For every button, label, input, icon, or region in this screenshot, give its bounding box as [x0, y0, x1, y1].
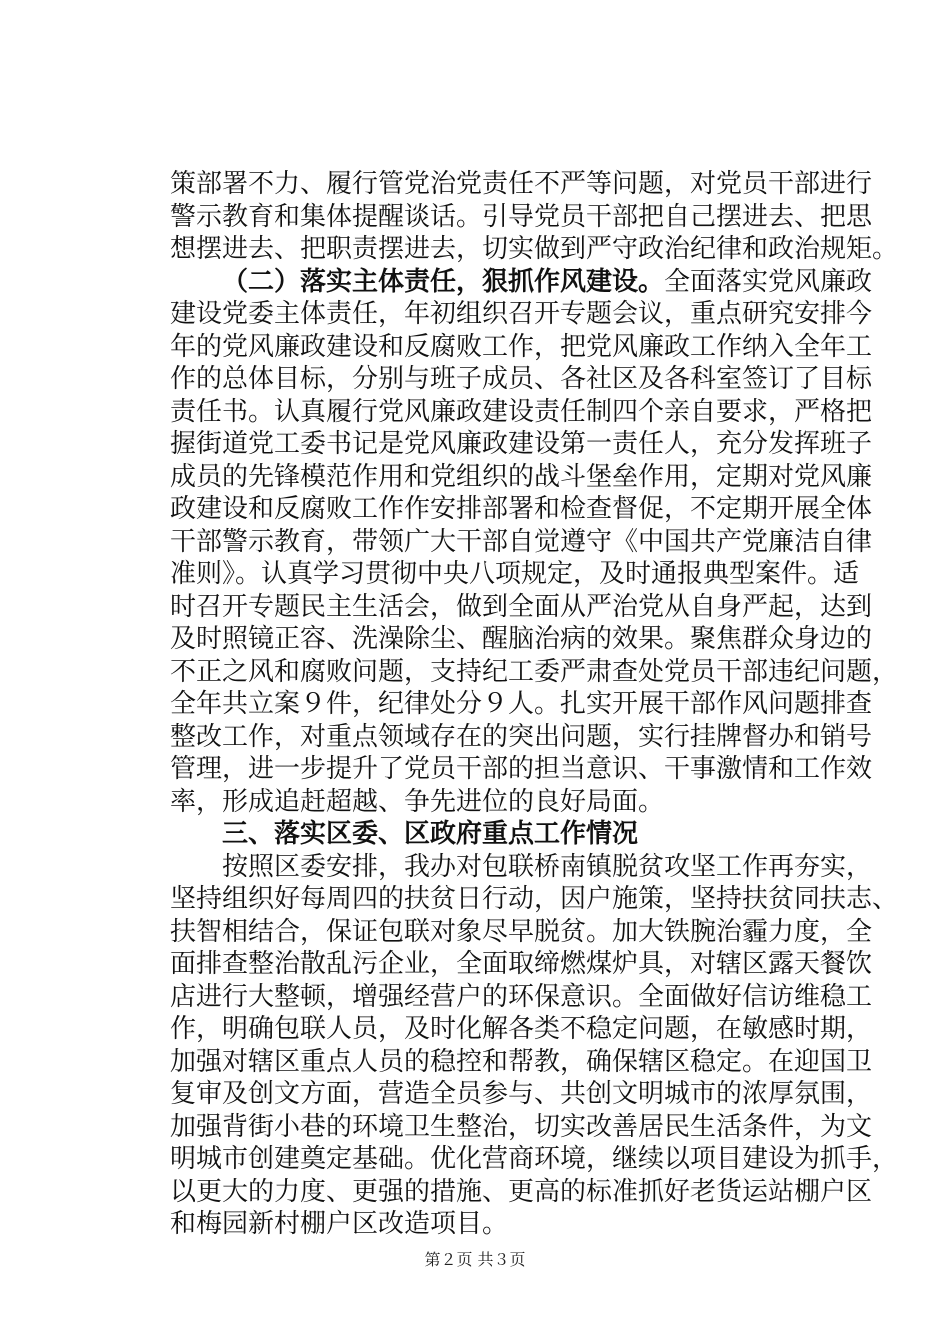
text-line: 警示教育和集体提醒谈话。引导党员干部把自己摆进去、把思: [170, 201, 873, 232]
body-text: [170, 168, 899, 1241]
text-line: 明城市创建奠定基础。优化营商环境，继续以项目建设为抓手，: [170, 1144, 899, 1174]
text-line: 及时照镜正容、洗澡除尘、醒脑治病的效果。聚焦群众身边的: [170, 624, 873, 654]
text-line: 率，形成追赶超越、争先进位的良好局面。: [170, 786, 665, 817]
text-line: 坚持组织好每周四的扶贫日行动，因户施策，坚持扶贫同扶志、: [170, 884, 899, 914]
text-line: 以更大的力度、更强的措施、更高的标准抓好老货运站棚户区: [170, 1176, 873, 1207]
text-line: 责任书。认真履行党风廉政建设责任制四个亲自要求，严格把: [170, 396, 873, 427]
text-line: 扶智相结合，保证包联对象尽早脱贫。加大铁腕治霾力度，全: [170, 916, 873, 947]
text-line: 想摆进去、把职责摆进去，切实做到严守政治纪律和政治规矩。: [170, 234, 899, 264]
text-line: 整改工作，对重点领域存在的突出问题，实行挂牌督办和销号: [170, 721, 873, 752]
text-line: 政建设和反腐败工作作安排部署和检查督促，不定期开展全体: [170, 494, 873, 524]
text-line: 策部署不力、履行管党治党责任不严等问题，对党员干部进行: [170, 169, 873, 199]
text-line: 作，明确包联人员，及时化解各类不稳定问题，在敏感时期，: [170, 1014, 873, 1044]
text-line: 店进行大整顿，增强经营户的环保意识。全面做好信访维稳工: [170, 981, 873, 1012]
text-run: 全面落实党风廉政: [664, 266, 873, 297]
text-line: 和梅园新村棚户区改造项目。: [170, 1209, 509, 1239]
text-line: 面排查整治散乱污企业，全面取缔燃煤炉具，对辖区露天餐饮: [170, 949, 873, 979]
text-line: 管理，进一步提升了党员干部的担当意识、干事激情和工作效: [170, 754, 873, 784]
text-line: 年的党风廉政建设和反腐败工作，把党风廉政工作纳入全年工: [170, 331, 873, 362]
text-line: 准则》。认真学习贯彻中央八项规定，及时通报典型案件。适: [170, 559, 860, 589]
text-line: 作的总体目标，分别与班子成员、各社区及各科室签订了目标: [170, 364, 873, 394]
text-line: 不正之风和腐败问题，支持纪工委严肃查处党员干部违纪问题，: [170, 656, 899, 687]
section-heading-2: （二）落实主体责任，狠抓作风建设。: [222, 266, 665, 297]
text-line: 干部警示教育，带领广大干部自觉遵守《中国共产党廉洁自律: [170, 526, 873, 557]
text-line: 时召开专题民主生活会，做到全面从严治党从自身严起，达到: [170, 591, 873, 622]
section-heading-3: 三、落实区委、区政府重点工作情况: [222, 819, 639, 849]
text-line: 握街道党工委书记是党风廉政建设第一责任人，充分发挥班子: [170, 429, 873, 459]
page-footer: 第２页 共３页: [424, 1250, 526, 1269]
text-line: 按照区委安排，我办对包联桥南镇脱贫攻坚工作再夯实，: [222, 851, 873, 882]
text-line: 建设党委主体责任，年初组织召开专题会议，重点研究安排今: [170, 299, 873, 329]
text-line: 复审及创文方面，营造全员参与、共创文明城市的浓厚氛围，: [170, 1079, 873, 1109]
text-line: 全年共立案９件，纪律处分９人。扎实开展干部作风问题排查: [170, 689, 873, 719]
text-line: 加强对辖区重点人员的稳控和帮教，确保辖区稳定。在迎国卫: [170, 1046, 873, 1077]
text-line: 加强背街小巷的环境卫生整治，切实改善居民生活条件，为文: [170, 1111, 873, 1142]
text-line: 成员的先锋模范作用和党组织的战斗堡垒作用，定期对党风廉: [170, 461, 873, 492]
paragraph-2-first-line: [170, 266, 873, 299]
